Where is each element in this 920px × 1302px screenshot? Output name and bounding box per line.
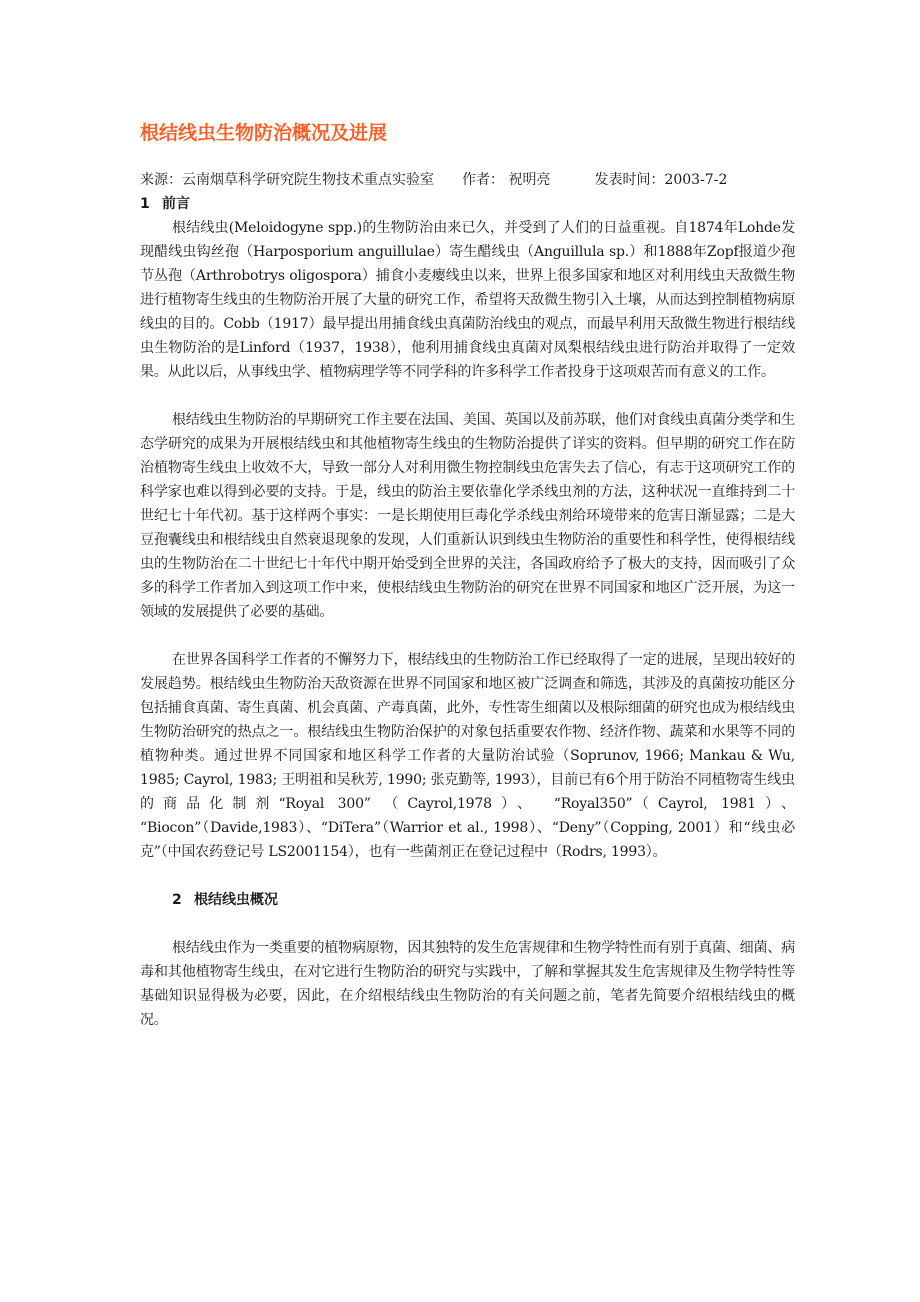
section-number: 2 (172, 892, 182, 908)
date-text: 发表时间：2003-7-2 (594, 172, 728, 188)
source-text: 来源：云南烟草科学研究院生物技术重点实验室 (140, 172, 434, 188)
paragraph: 根结线虫(Meloidogyne spp.)的生物防治由来已久，并受到了人们的日益重视。自1874年Lohde发现醋线虫钩丝孢（Harposporium anguillulae）寄生醋线虫（Anguillula sp.）和1888年Zopf报道少孢节丛孢（Arthrobotrys oligospora）捕食小麦瘿线虫以来，世界上很多国家和地区对利用线虫天敌微生物进行植物寄生线虫的生物防治开展了大量的研究工作，希望将天敌微生物引入土壤，从而达到控制植物病原线虫的目的。Cobb（1917）最早提出用捕食线虫真菌防治线虫的观点，而最早利用天敌微生物进行根结线虫生物防治的是Linford（1937，1938），他利用捕食线虫真菌对凤梨根结线虫进行防治并取得了一定效果。从此以后，从事线虫学、植物病理学等不同学科的许多科学工作者投身于这项艰苦而有意义的工作。 (140, 220, 795, 380)
section-title: 前言 (162, 196, 190, 212)
paragraph: 根结线虫作为一类重要的植物病原物，因其独特的发生危害规律和生物学特性而有别于真菌、细菌、病毒和其他植物寄生线虫，在对它进行生物防治的研究与实践中，了解和掌握其发生危害规律及生物学特性等基础知识显得极为必要，因此，在介绍根结线虫生物防治的有关问题之前，笔者先简要介绍根结线虫的概况。 (140, 940, 795, 1028)
paragraph: 根结线虫生物防治的早期研究工作主要在法国、美国、英国以及前苏联，他们对食线虫真菌分类学和生态学研究的成果为开展根结线虫和其他植物寄生线虫的生物防治提供了详实的资料。但早期的研究工作在防治植物寄生线虫上收效不大，导致一部分人对利用微生物控制线虫危害失去了信心，有志于这项研究工作的科学家也难以得到必要的支持。于是，线虫的防治主要依靠化学杀线虫剂的方法，这种状况一直维持到二十世纪七十年代初。基于这样两个事实：一是长期使用巨毒化学杀线虫剂给环境带来的危害日渐显露；二是大豆孢囊线虫和根结线虫自然衰退现象的发现，人们重新认识到线虫生物防治的重要性和科学性，使得根结线虫的生物防治在二十世纪七十年代中期开始受到全世界的关注，各国政府给予了极大的支持，因而吸引了众多的科学工作者加入到这项工作中来，使根结线虫生物防治的研究在世界不同国家和地区广泛开展，为这一领域的发展提供了必要的基础。 (140, 412, 795, 620)
section-title: 根结线虫概况 (194, 892, 278, 908)
section-heading-2 (140, 888, 795, 912)
article-title: 根结线虫生物防治概况及进展 (140, 122, 388, 144)
article (140, 118, 795, 1056)
paragraph: 在世界各国科学工作者的不懈努力下，根结线虫的生物防治工作已经取得了一定的进展，呈现出较好的发展趋势。根结线虫生物防治天敌资源在世界不同国家和地区被广泛调查和筛选，其涉及的真菌按功能区分包括捕食真菌、寄生真菌、机会真菌、产毒真菌，此外，专性寄生细菌以及根际细菌的研究也成为根结线虫生物防治研究的热点之一。根结线虫生物防治保护的对象包括重要农作物、经济作物、蔬菜和水果等不同的植物种类。通过世界不同国家和地区科学工作者的大量防治试验（Soprunov, 1966; Mankau & Wu, 1985; Cayrol, 1983; 王明祖和吴秋芳, 1990; 张克勤等, 1993），目前已有6个用于防治不同植物寄生线虫的商品化制剂“Royal 300” （Cayrol,1978）、 “Royal350”（Cayrol, 1981）、 “Biocon”（Davide,1983）、“DiTera”（Warrior et al., 1998）、“Deny”（Copping, 2001）和“线虫必克”（中国农药登记号 LS2001154），也有一些菌剂正在登记过程中（Rodrs, 1993）。 (140, 652, 795, 860)
section-heading-1 (140, 192, 795, 216)
article-meta (140, 168, 795, 192)
section-number: 1 (140, 196, 150, 212)
author-text: 作者： 祝明亮 (462, 172, 551, 188)
